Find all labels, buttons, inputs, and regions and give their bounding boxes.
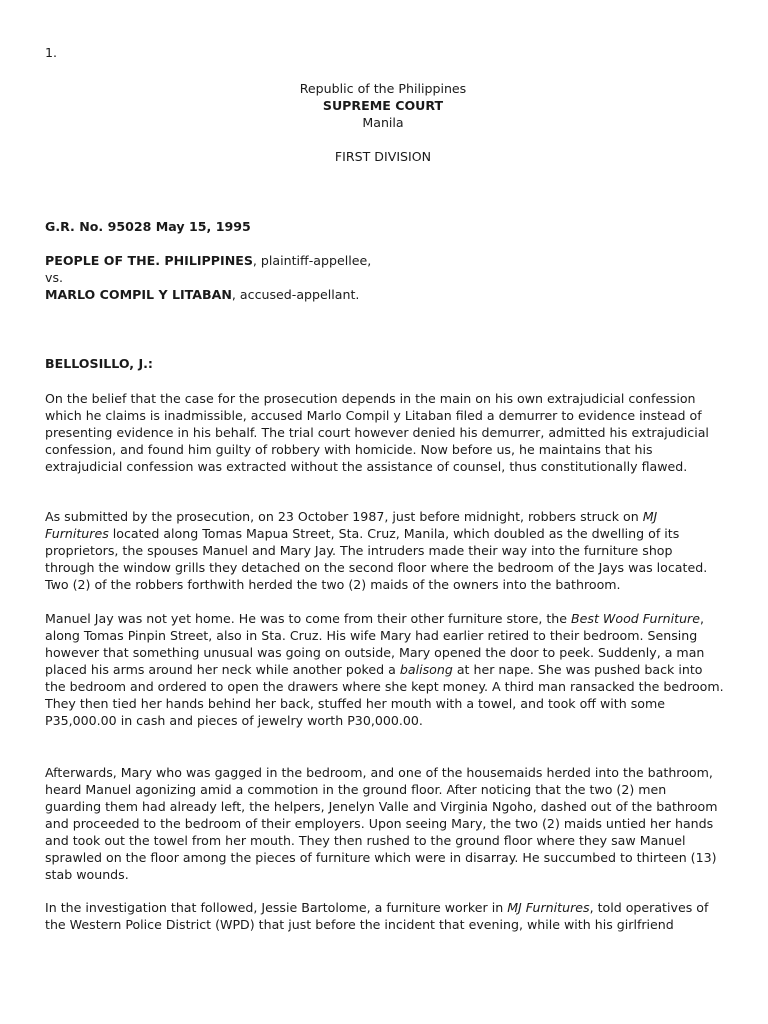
header-city: Manila <box>362 115 404 130</box>
header-court: SUPREME COURT <box>322 98 444 113</box>
header-division: FIRST DIVISION <box>334 149 432 164</box>
plaintiff-line <box>45 252 371 270</box>
plaintiff-name: PEOPLE OF THE. PHILIPPINES <box>45 253 253 268</box>
paragraph-1: On the belief that the case for the prosecution depends in the main on his own extrajudicial confession which he claims is inadmissible, accused Marlo Compil y Litaban filed a demurrer to evidence instead of presenting evidence in his behalf. The trial court however denied his demurrer, admitted his extrajudicial confession, and found him guilty of robbery with homicide. Now before us, he maintains that his extrajudicial confession was extracted without the assistance of counsel, thus constitutionally flawed. <box>45 391 709 474</box>
gr-number: G.R. No. 95028 May 15, 1995 <box>45 219 251 234</box>
paragraph-4: Afterwards, Mary who was gagged in the bedroom, and one of the housemaids herded into the bathroom, heard Manuel agonizing amid a commotion in the ground floor. After noticing that the two (2) men guarding them had already left, the helpers, Jenelyn Valle and Virginia Ngoho, dashed out of the bathroom and proceeded to the bedroom of their employers. Upon seeing Mary, the two (2) maids untied her hands and took out the towel from her mouth. They then rushed to the ground floor where they saw Manuel sprawled on the floor among the pieces of furniture which were in disarray. He succumbed to thirteen (13) stab wounds. <box>45 765 718 882</box>
header-republic: Republic of the Philippines <box>299 81 467 96</box>
accused-line <box>45 286 359 304</box>
plaintiff-role: , plaintiff-appellee, <box>252 253 372 268</box>
paragraph-2: As submitted by the prosecution, on 23 October 1987, just before midnight, robbers struck on MJ Furnitures located along Tomas Mapua Street, Sta. Cruz, Manila, which doubled as the dwelling of its proprietors, the spouses Manuel and Mary Jay. The intruders made their way into the furniture shop through the window grills they detached on the second floor where the bedroom of the Jays was located. Two (2) of the robbers forthwith herded the two (2) maids of the owners into the bathroom. <box>45 509 708 592</box>
ponente: BELLOSILLO, J.: <box>45 356 153 371</box>
accused-name: MARLO COMPIL Y LITABAN <box>45 287 232 302</box>
paragraph-3: Manuel Jay was not yet home. He was to come from their other furniture store, the Best Wood Furniture, along Tomas Pinpin Street, also in Sta. Cruz. His wife Mary had earlier retired to their bedroom. Sensing however that something unusual was going on outside, Mary opened the door to peek. Suddenly, a man placed his arms around her neck while another poked a balisong at her nape. She was pushed back into the bedroom and ordered to open the drawers where she kept money. A third man ransacked the bedroom. They then tied her hands behind her back, stuffed her mouth with a towel, and took off with some P35,000.00 in cash and pieces of jewelry worth P30,000.00. <box>45 611 724 728</box>
page-number: 1. <box>45 45 58 60</box>
accused-role: , accused-appellant. <box>231 287 360 302</box>
versus: vs. <box>45 270 64 285</box>
paragraph-5: In the investigation that followed, Jessie Bartolome, a furniture worker in MJ Furnitures, told operatives of the Western Police District (WPD) that just before the incident that evening, while with his girlfriend <box>45 900 709 932</box>
